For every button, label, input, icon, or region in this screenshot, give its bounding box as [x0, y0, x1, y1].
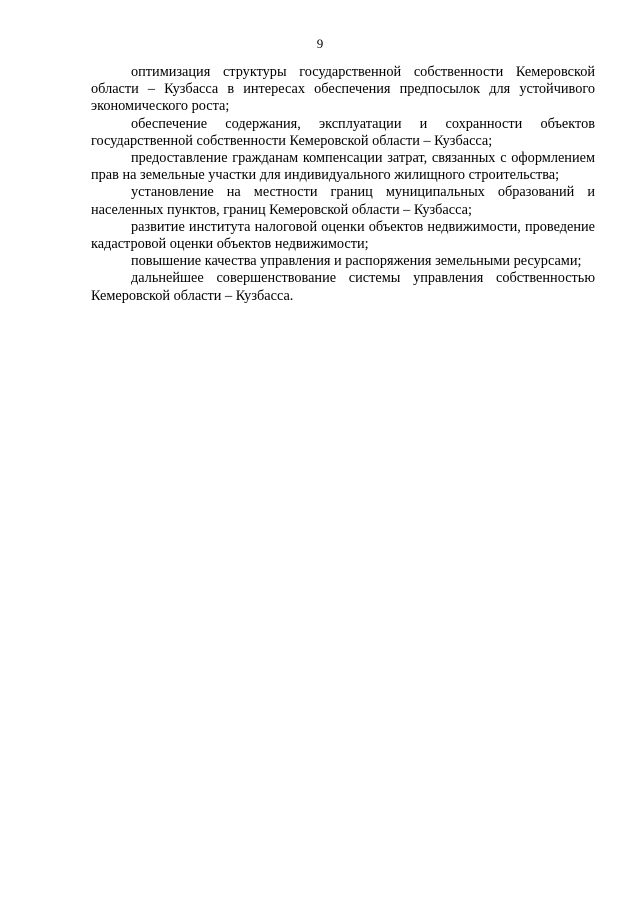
paragraph: дальнейшее совершенствование системы управления собственностью Кемеровской области – Кузбасса. — [91, 270, 595, 304]
paragraph: оптимизация структуры государственной собственности Кемеровской области – Кузбасса в интересах обеспечения предпосылок для устойчивого экономического роста; — [91, 64, 595, 115]
paragraph: предоставление гражданам компенсации затрат, связанных с оформлением прав на земельные участки для индивидуального жилищного строительства; — [91, 150, 595, 184]
paragraph: развитие института налоговой оценки объектов недвижимости, проведение кадастровой оценки объектов недвижимости; — [91, 218, 595, 253]
paragraph: обеспечение содержания, эксплуатации и сохранности объектов государственной собственности Кемеровской области – Кузбасса; — [91, 115, 595, 149]
document-body — [91, 64, 595, 305]
paragraph: установление на местности границ муниципальных образований и населенных пунктов, границ Кемеровской области – Кузбасса; — [91, 184, 595, 218]
paragraph: повышение качества управления и распоряжения земельными ресурсами; — [131, 253, 582, 270]
page-number: 9 — [316, 36, 324, 51]
